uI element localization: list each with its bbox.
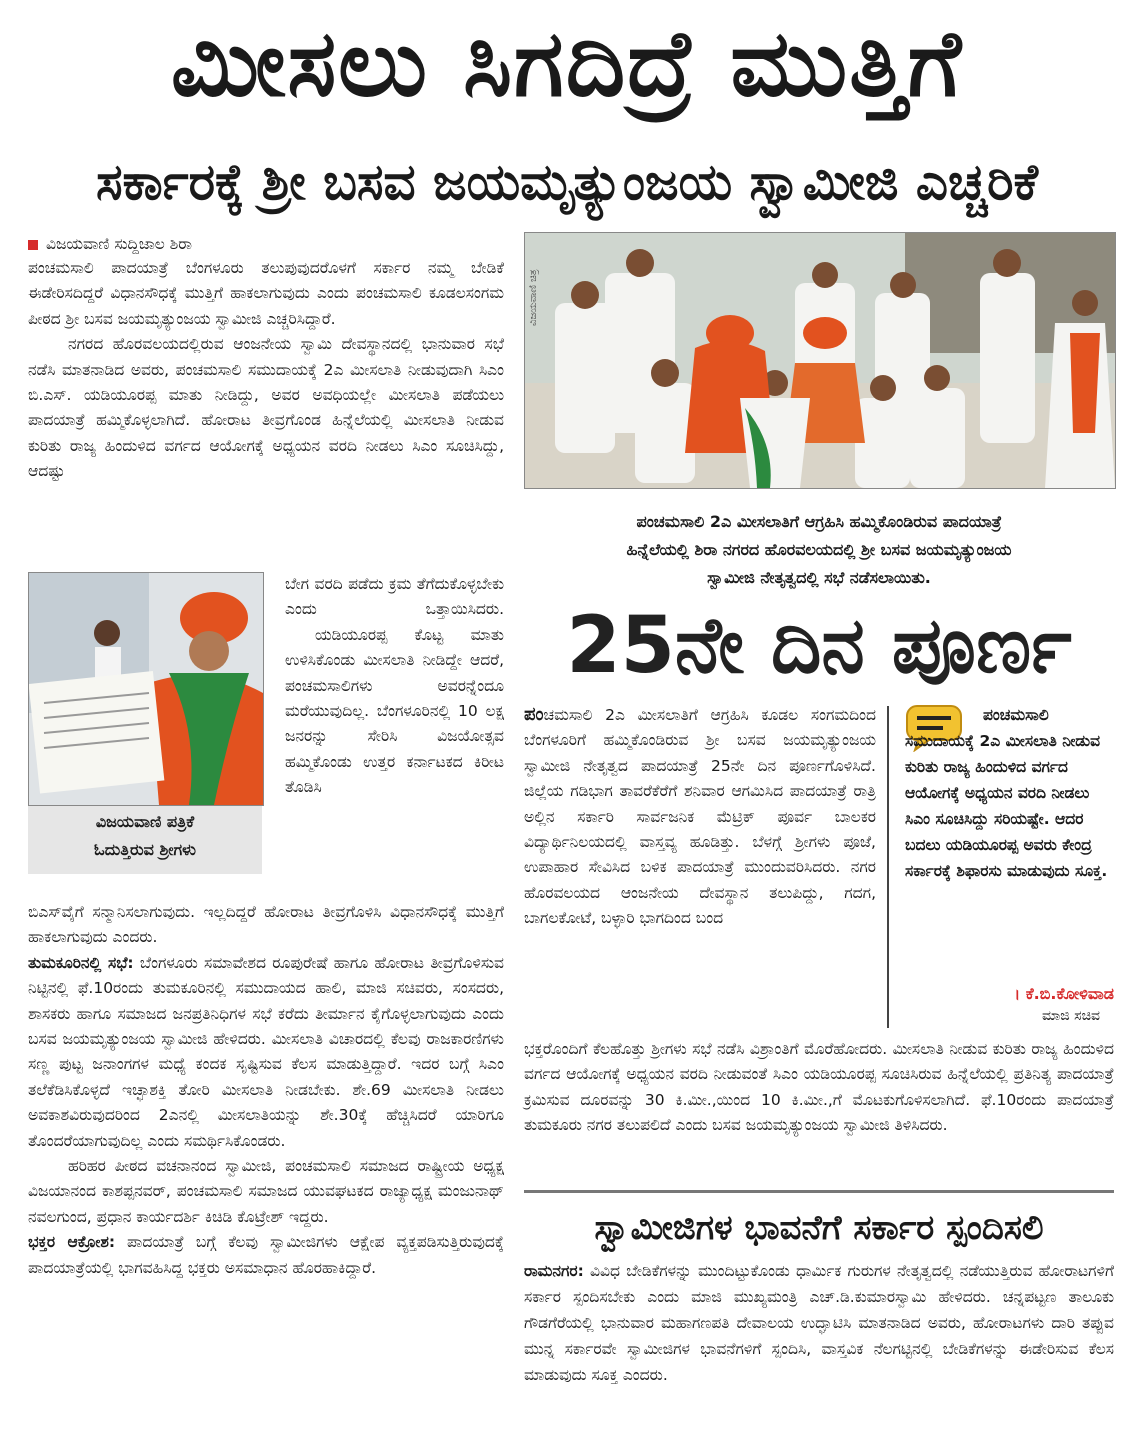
paragraph-text: ಪಾದಯಾತ್ರೆ ಬಗ್ಗೆ ಕೆಲವು ಸ್ವಾಮೀಜಿಗಳು ಆಕ್ಷೇಪ ವ್ಯಕ್ತಪಡಿಸುತ್ತಿರುವುದಕ್ಕೆ ಪಾದಯಾತ್ರೆಯಲ್ಲಿ ಭಾಗವಹಿಸಿದ್ದ ಭಕ್ತರು ಅಸಮಾಧಾನ ಹೊರಹಾಕಿದ್ದಾರೆ. — [28, 1233, 504, 1277]
story2-paragraph — [524, 702, 876, 932]
headline: ಮೀಸಲು ಸಿಗದಿದ್ರೆ ಮುತ್ತಿಗೆ — [170, 10, 964, 117]
story3-body — [524, 1258, 1114, 1388]
quote-author-role: ಮಾಜಿ ಸಚಿವ — [1042, 1008, 1100, 1024]
quote-text: ಪಂಚಮಸಾಲಿ ಸಮುದಾಯಕ್ಕೆ 2ಎ ಮೀಸಲಾತಿ ನೀಡುವ ಕುರಿತು ರಾಜ್ಯ ಹಿಂದುಳಿದ ವರ್ಗದ ಆಯೋಗಕ್ಕೆ ಅಧ್ಯಯನ ವರದಿ ನೀಡಲು ಸಿಎಂ ಸೂಚಿಸಿದ್ದು ಸರಿಯಷ್ಟೇ. ಆದರ ಬದಲು ಯಡಿಯೂರಪ್ಪ ಅವರು ಕೇಂದ್ರ ಸರ್ಕಾರಕ್ಕೆ ಶಿಫಾರಸು ಮಾಡುವುದು ಸೂಕ್ತ. — [905, 706, 1108, 880]
subsection-lead: ತುಮಕೂರಿನಲ್ಲಿ ಸಭೆ: — [28, 953, 134, 972]
quote-author: । ಕೆ.ಬಿ.ಕೋಳಿವಾಡ — [1014, 984, 1114, 1003]
small-photo-illustration — [29, 573, 263, 805]
column-divider — [887, 706, 889, 1028]
main-story-paragraph: ಬೇಗ ವರದಿ ಪಡೆದು ಕ್ರಮ ತೆಗೆದುಕೊಳ್ಳಬೇಕು ಎಂದು ಒತ್ತಾಯಿಸಿದರು. — [285, 575, 504, 619]
main-story-bottom — [28, 900, 504, 1281]
main-story-paragraph — [28, 1230, 504, 1281]
dropcap: ಪಂ — [524, 704, 544, 725]
main-story-paragraph: ಹರಿಹರ ಪೀಠದ ವಚನಾನಂದ ಸ್ವಾಮೀಜಿ, ಪಂಚಮಸಾಲಿ ಸಮಾಜದ ರಾಷ್ಟ್ರೀಯ ಅಧ್ಯಕ್ಷ ವಿಜಯಾನಂದ ಕಾಶಪ್ಪನವರ್, ಪಂಚಮಸಾಲಿ ಸಮಾಜದ ಯುವಘಟಕದ ರಾಜ್ಯಾಧ್ಯಕ್ಷ ಮಂಜುನಾಥ್ ನವಲಗುಂದ, ಪ್ರಧಾನ ಕಾರ್ಯದರ್ಶಿ ಕಿಚಿಡಿ ಕೊಟ್ರೇಶ್ ಇದ್ದರು. — [28, 1157, 504, 1226]
byline-text: ವಿಜಯವಾಣಿ ಸುದ್ದಿಜಾಲ ಶಿರಾ — [46, 235, 192, 253]
story2-continuation — [524, 1037, 1114, 1139]
main-story-paragraph: ನಗರದ ಹೊರವಲಯದಲ್ಲಿರುವ ಆಂಜನೇಯ ಸ್ವಾಮಿ ದೇವಸ್ಥಾನದಲ್ಲಿ ಭಾನುವಾರ ಸಭೆ ನಡೆಸಿ ಮಾತನಾಡಿದ ಅವರು, ಪಂಚಮಸಾಲಿ ಸಮುದಾಯಕ್ಕೆ 2ಎ ಮೀಸಲಾತಿ ನೀಡುವುದಾಗಿ ಸಿಎಂ ಬಿ.ಎಸ್. ಯಡಿಯೂರಪ್ಪ ಮಾತು ನೀಡಿದ್ದು, ಅವರ ಅವಧಿಯಲ್ಲೇ ಮೀಸಲಾತಿ ಪಡೆಯಲು ಪಾದಯಾತ್ರೆ ಹಮ್ಮಿಕೊಳ್ಳಲಾಗಿದೆ. ಹೋರಾಟ ತೀವ್ರಗೊಂಡ ಹಿನ್ನೆಲೆಯಲ್ಲಿ ಮೀಸಲಾತಿ ನೀಡುವ ಕುರಿತು ರಾಜ್ಯ ಹಿಂದುಳಿದ ವರ್ಗದ ಆಯೋಗಕ್ಕೆ ಅಧ್ಯಯನ ವರದಿ ನೀಡಲು ಸಿಎಂ ಸೂಚಿಸಿದ್ದು, ಆದಷ್ಟು — [28, 335, 504, 481]
main-story-wrap — [285, 572, 504, 801]
main-story-top — [28, 232, 504, 485]
paragraph-text: ಚಮಸಾಲಿ 2ಎ ಮೀಸಲಾತಿಗೆ ಆಗ್ರಹಿಸಿ ಕೂಡಲ ಸಂಗಮದಿಂದ ಬೆಂಗಳೂರಿಗೆ ಹಮ್ಮಿಕೊಂಡಿರುವ ಶ್ರೀ ಬಸವ ಜಯಮೃತ್ಯುಂಜಯ ಸ್ವಾಮೀಜಿ ನೇತೃತ್ವದ ಪಾದಯಾತ್ರೆ 25ನೇ ದಿನ ಪೂರ್ಣಗೊಳಿಸಿದೆ. ಜಿಲ್ಲೆಯ ಗಡಿಭಾಗ ತಾವರೆಕೆರೆಗೆ ಶನಿವಾರ ಆಗಮಿಸಿದ ಪಾದಯಾತ್ರೆ ರಾತ್ರಿ ಅಲ್ಲಿನ ಸರ್ಕಾರಿ ಸಾರ್ವಜನಿಕ ಮೆಟ್ರಿಕ್ ಪೂರ್ವ ಬಾಲಕರ ವಿದ್ಯಾರ್ಥಿನಿಲಯದಲ್ಲಿ ವಾಸ್ತವ್ಯ ಹೂಡಿತ್ತು. ಬೆಳಗ್ಗೆ ಶ್ರೀಗಳು ಪೂಜೆ, ಉಪಾಹಾರ ಸೇವಿಸಿದ ಬಳಿಕ ಪಾದಯಾತ್ರೆ ಮುಂದುವರಿಸಿದರು. ನಗರ ಹೊರವಲಯದ ಆಂಜನೇಯ ದೇವಸ್ಥಾನ ತಲುಪಿದ್ದು, ಗದಗ, ಬಾಗಲಕೋಟೆ, ಬಳ್ಳಾರಿ ಭಾಗದಿಂದ ಬಂದ — [524, 706, 876, 928]
caption-line: ಸ್ವಾಮೀಜಿ ನೇತೃತ್ವದಲ್ಲಿ ಸಭೆ ನಡೆಸಲಾಯಿತು. — [707, 568, 931, 587]
big-photo-illustration — [525, 233, 1115, 488]
section-divider — [524, 1190, 1114, 1193]
paragraph-text: ವಿವಿಧ ಬೇಡಿಕೆಗಳನ್ನು ಮುಂದಿಟ್ಟುಕೊಂಡು ಧಾರ್ಮಿಕ ಗುರುಗಳ ನೇತೃತ್ವದಲ್ಲಿ ನಡೆಯುತ್ತಿರುವ ಹೋರಾಟಗಳಿಗೆ ಸರ್ಕಾರ ಸ್ಪಂದಿಸಬೇಕು ಎಂದು ಮಾಜಿ ಮುಖ್ಯಮಂತ್ರಿ ಎಚ್.ಡಿ.ಕುಮಾರಸ್ವಾಮಿ ಹೇಳಿದರು. ಚನ್ನಪಟ್ಟಣ ತಾಲೂಕು ಗೌಡಗೆರೆಯಲ್ಲಿ ಭಾನುವಾರ ಮಹಾಗಣಪತಿ ದೇವಾಲಯ ಉದ್ಘಾಟಿಸಿ ಮಾತನಾಡಿದ ಅವರು, ಹೋರಾಟಗಳು ದಾರಿ ತಪ್ಪುವ ಮುನ್ನ ಸರ್ಕಾರವೇ ಸ್ವಾಮೀಜಿಗಳ ಭಾವನೆಗಳಿಗೆ ಸ್ಪಂದಿಸಿ, ವಾಸ್ತವಿಕ ನೆಲಗಟ್ಟಿನಲ್ಲಿ ಬೇಡಿಕೆಗಳನ್ನು ಈಡೇರಿಸುವ ಕೆಲಸ ಮಾಡುವುದು ಸೂಕ್ತ ಎಂದರು. — [524, 1262, 1114, 1384]
byline-marker-icon — [28, 240, 38, 250]
caption-line: ಹಿನ್ನೆಲೆಯಲ್ಲಿ ಶಿರಾ ನಗರದ ಹೊರವಲಯದಲ್ಲಿ ಶ್ರೀ ಬಸವ ಜಯಮೃತ್ಯುಂಜಯ — [626, 540, 1012, 559]
caption-line: ಓದುತ್ತಿರುವ ಶ್ರೀಗಳು — [94, 840, 196, 859]
subsection-lead: ಭಕ್ತರ ಆಕ್ರೋಶ: — [28, 1233, 116, 1252]
story2-body — [524, 702, 876, 932]
big-photo-caption — [524, 508, 1114, 592]
paragraph-text: ಬೆಂಗಳೂರು ಸಮಾವೇಶದ ರೂಪುರೇಷೆ ಹಾಗೂ ಹೋರಾಟ ತೀವ್ರಗೊಳಿಸುವ ನಿಟ್ಟಿನಲ್ಲಿ ಫೆ.10ರಂದು ತುಮಕೂರಿನಲ್ಲಿ ಸಮುದಾಯದ ಹಾಲಿ, ಮಾಜಿ ಸಚಿವರು, ಸಂಸದರು, ಶಾಸಕರು ಹಾಗೂ ಸಮಾಜದ ಜನಪ್ರತಿನಿಧಿಗಳ ಸಭೆ ಕರೆದು ತೀರ್ಮಾನ ಕೈಗೊಳ್ಳಲಾಗುವುದು ಎಂದು ಬಸವ ಜಯಮೃತ್ಯುಂಜಯ ಸ್ವಾಮೀಜಿ ಹೇಳಿದರು. ಮೀಸಲಾತಿ ವಿಚಾರದಲ್ಲಿ ಕೆಲವು ರಾಜಕಾರಣಿಗಳು ಸಣ್ಣ ಪುಟ್ಟ ಜನಾಂಗಗಳ ಮಧ್ಯೆ ಕಂದಕ ಸೃಷ್ಟಿಸುವ ಕೆಲಸ ಮಾಡುತ್ತಿದ್ದಾರೆ. ಇದರ ಬಗ್ಗೆ ಸಿಎಂ ತಲೆಕೆಡಿಸಿಕೊಳ್ಳದೆ ಇಚ್ಛಾಶಕ್ತಿ ತೋರಿ ಮೀಸಲಾತಿ ನೀಡಬೇಕು. ಶೇ.69 ಮೀಸಲಾತಿ ನೀಡಲು ಅವಕಾಶವಿರುವುದರಿಂದ 2ಎನಲ್ಲಿ ಮೀಸಲಾತಿಯನ್ನು ಶೇ.30ಕ್ಕೆ ಹೆಚ್ಚಿಸಿದರೆ ಯಾರಿಗೂ ತೊಂದರೆಯಾಗುವುದಿಲ್ಲ ಎಂದು ಸಮರ್ಥಿಸಿಕೊಂಡರು. — [28, 953, 504, 1150]
subheadline: ಸರ್ಕಾರಕ್ಕೆ ಶ್ರೀ ಬಸವ ಜಯಮೃತ್ಯುಂಜಯ ಸ್ವಾಮೀಜಿ ಎಚ್ಚರಿಕೆ — [95, 153, 1039, 211]
big-photo-meeting — [524, 232, 1116, 489]
main-story-paragraph: ಪಂಚಮಸಾಲಿ ಪಾದಯಾತ್ರೆ ಬೆಂಗಳೂರು ತಲುಪುವುದರೊಳಗೆ ಸರ್ಕಾರ ನಮ್ಮ ಬೇಡಿಕೆ ಈಡೇರಿಸದಿದ್ದರೆ ವಿಧಾನಸೌಧಕ್ಕೆ ಮುತ್ತಿಗೆ ಹಾಕಲಾಗುವುದು ಎಂದು ಪಂಚಮಸಾಲಿ ಕೂಡಲಸಂಗಮ ಪೀಠದ ಶ್ರೀ ಬಸವ ಜಯಮೃತ್ಯುಂಜಯ ಸ್ವಾಮೀಜಿ ಎಚ್ಚರಿಸಿದ್ದಾರೆ. — [28, 259, 504, 328]
photo-credit: ವಿಜಯವಾಣಿ ಚಿತ್ರ — [528, 269, 539, 326]
story3-title: ಸ್ವಾಮೀಜಿಗಳ ಭಾವನೆಗೆ ಸರ್ಕಾರ ಸ್ಪಂದಿಸಲಿ — [594, 1208, 1044, 1248]
small-photo-swamiji-reading — [28, 572, 264, 806]
main-story-paragraph — [28, 951, 504, 1154]
subsection-lead: ರಾಮನಗರ: — [524, 1262, 584, 1280]
main-story-paragraph: ಯಡಿಯೂರಪ್ಪ ಕೊಟ್ಟ ಮಾತು ಉಳಿಸಿಕೊಂಡು ಮೀಸಲಾತಿ ನೀಡಿದ್ದೇ ಆದರೆ, ಪಂಚಮಸಾಲಿಗಳು ಅವರನ್ನೆಂದೂ ಮರೆಯುವುದಿಲ್ಲ. ಬೆಂಗಳೂರಿನಲ್ಲಿ 10 ಲಕ್ಷ ಜನರನ್ನು ಸೇರಿಸಿ ವಿಜಯೋತ್ಸವ ಹಮ್ಮಿಕೊಂಡು ಉತ್ತರ ಕರ್ನಾಟಕದ ಕಿರೀಟ ತೊಡಿಸಿ — [285, 625, 504, 797]
story2-title: 25ನೇ ದಿನ ಪೂರ್ಣ — [566, 601, 1072, 691]
story3-paragraph — [524, 1258, 1114, 1388]
small-photo-caption — [28, 806, 262, 874]
story2-paragraph: ಭಕ್ತರೊಂದಿಗೆ ಕೆಲಹೊತ್ತು ಶ್ರೀಗಳು ಸಭೆ ನಡೆಸಿ ವಿಶ್ರಾಂತಿಗೆ ಮೊರೆಹೋದರು. ಮೀಸಲಾತಿ ನೀಡುವ ಕುರಿತು ರಾಜ್ಯ ಹಿಂದುಳಿದ ವರ್ಗದ ಆಯೋಗಕ್ಕೆ ಅಧ್ಯಯನ ವರದಿ ನೀಡುವಂತೆ ಸಿಎಂ ಯಡಿಯೂರಪ್ಪ ಸೂಚಿಸಿರುವ ಹಿನ್ನೆಲೆಯಲ್ಲಿ ಪ್ರತಿನಿತ್ಯ ಪಾದಯಾತ್ರೆ ಕ್ರಮಿಸುವ ದೂರವನ್ನು 30 ಕಿ.ಮೀ.,ಯಿಂದ 10 ಕಿ.ಮೀ.,ಗೆ ಮೊಟಕುಗೊಳಿಸಲಾಗಿದೆ. ಫೆ.10ರಂದು ಪಾದಯಾತ್ರೆ ತುಮಕೂರು ನಗರ ತಲುಪಲಿದೆ ಎಂದು ಬಸವ ಜಯಮೃತ್ಯುಂಜಯ ಸ್ವಾಮೀಜಿ ತಿಳಿಸಿದರು. — [524, 1040, 1114, 1135]
byline — [28, 232, 504, 256]
caption-line: ವಿಜಯವಾಣಿ ಪತ್ರಿಕೆ — [95, 812, 195, 831]
main-story-paragraph: ಬಿಎಸ್‌ವೈಗೆ ಸನ್ಮಾನಿಸಲಾಗುವುದು. ಇಲ್ಲದಿದ್ದರೆ ಹೋರಾಟ ತೀವ್ರಗೊಳಿಸಿ ವಿಧಾನಸೌಧಕ್ಕೆ ಮುತ್ತಿಗೆ ಹಾಕಲಾಗುವುದು ಎಂದರು. — [28, 903, 504, 947]
caption-line: ಪಂಚಮಸಾಲಿ 2ಎ ಮೀಸಲಾತಿಗೆ ಆಗ್ರಹಿಸಿ ಹಮ್ಮಿಕೊಂಡಿರುವ ಪಾದಯಾತ್ರೆ — [636, 512, 1002, 531]
